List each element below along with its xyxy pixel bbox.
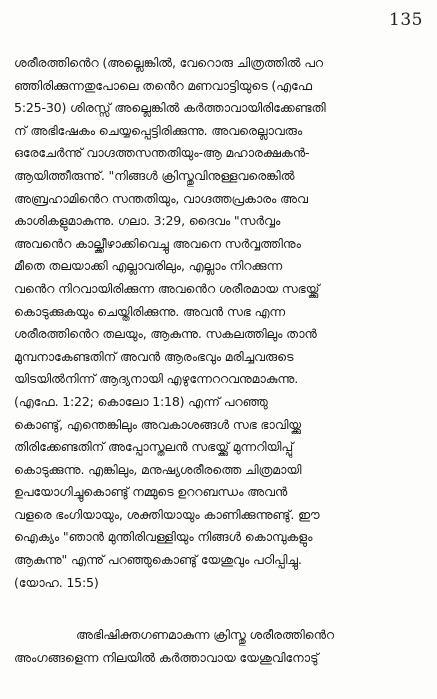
text-line: (എഫേ. 1:22; കൊലോ 1:18) എന്ന് പറഞ്ഞു [14, 393, 268, 409]
text-line: കാശികളുമാകുന്നു. ഗലാ. 3:29, ദൈവം "സർവ്വം [14, 213, 281, 229]
text-line: ശരീരത്തിൻെറ (അല്ലെങ്കിൽ, വേറൊരു ചിത്രത്തിൽ പറ [14, 55, 323, 70]
paragraph [14, 624, 426, 669]
paragraph-gap [14, 594, 426, 624]
text-line: ഞ്ഞിരിക്കുന്നതുപോലെ തൻെറ മണവാട്ടിയുടെ (എഫേ [14, 77, 312, 93]
text-line: അവൻെറ കാല്ക്കീഴാക്കിവെച്ചു അവനെ സർവ്വത്തിനും [14, 235, 301, 251]
text-line: അംഗങ്ങളെന്ന നിലയിൽ കർത്താവായ യേശുവിനോടു് [14, 649, 319, 665]
text-line: മീതെ തലയാക്കി എല്ലാവരിലും, എല്ലാം നിറക്കുന്ന [14, 258, 283, 274]
text-line: ശരീരത്തിൻെറ തലയും, ആകുന്നു. സകലത്തിലും താൻ [14, 326, 317, 342]
text-line: ആയിത്തീരുന്നു്. "നിങ്ങൾ ക്രിസ്തുവിനുള്ളവരെങ്കിൽ [14, 167, 295, 183]
paragraph [14, 52, 426, 594]
text-line: കൊണ്ടു്, എന്തെങ്കിലും അവകാശങ്ങൾ സഭ ഭാവിയ്ക്കു [14, 416, 301, 432]
text-line: കൊടുക്കുകയും ചെയ്തിരിക്കുന്നു. അവൻ സഭ എന്ന [14, 303, 286, 319]
text-line: കൊടുക്കുന്നു. എങ്കിലും, മനുഷ്യശരീരത്തെ ചിത്രമായി [14, 461, 302, 477]
text-line: ഐക്യം "ഞാൻ മുന്തിരിവള്ളിയും നിങ്ങൾ കൊമ്പുകളും [14, 529, 313, 545]
text-line: 5:25-30) ശിരസ്സ് അല്ലെങ്കിൽ കർത്താവായിരിക്കേണ്ടതി [14, 100, 326, 116]
text-line: ഉപയോഗിച്ചുകൊണ്ടു് നമ്മുടെ ഉററബന്ധം അവൻ [14, 484, 288, 500]
text-line: വൻെറ നിറവായിരിക്കുന്ന അവൻെറ ശരീരമായ സഭയ്ക്കു് [14, 280, 320, 296]
text-line: വളരെ ഭംഗിയായും, ശക്തിയായും കാണിക്കുന്നുണ്ടു്. ഈ [14, 506, 320, 522]
text-line: തിരിക്കേണ്ടതിന് അപ്പോസ്തലൻ സഭയ്ക്കു് മുന്നറിയിപ്പു് [14, 439, 294, 455]
text-line: യിടയിൽനിന്ന് ആദ്യനായി എഴുന്നേററവനുമാകുന്നു. [14, 371, 299, 387]
text-line: (യോഹ. 15:5) [14, 574, 99, 590]
text-line: അഭിഷിക്തഗണമാകുന്ന ക്രിസ്തു ശരീരത്തിൻെറ [76, 627, 335, 643]
text-line: അബ്രഹാമിൻെറ സന്തതിയും, വാഗ്ദത്തപ്രകാരം അവ [14, 190, 308, 206]
page-number: 135 [389, 10, 423, 30]
text-line: ഒരേചേർന്നു് വാഗ്ദത്തസന്തതിയും-ആ മഹാരക്ഷകൻ- [14, 145, 310, 161]
text-line: ന് അഭിഷേകം ചെയ്യപ്പെട്ടിരിക്കുന്നു. അവരെല്ലാവരും [14, 122, 303, 138]
body-text [14, 52, 426, 669]
text-line: ആകുന്നു" എന്നു് പറഞ്ഞുകൊണ്ടു് യേശുവും പഠിപ്പിച്ചു. [14, 552, 302, 568]
text-line: മുമ്പനാകേണ്ടതിന് അവൻ ആരംഭവും മരിച്ചവരുടെ [14, 348, 294, 364]
